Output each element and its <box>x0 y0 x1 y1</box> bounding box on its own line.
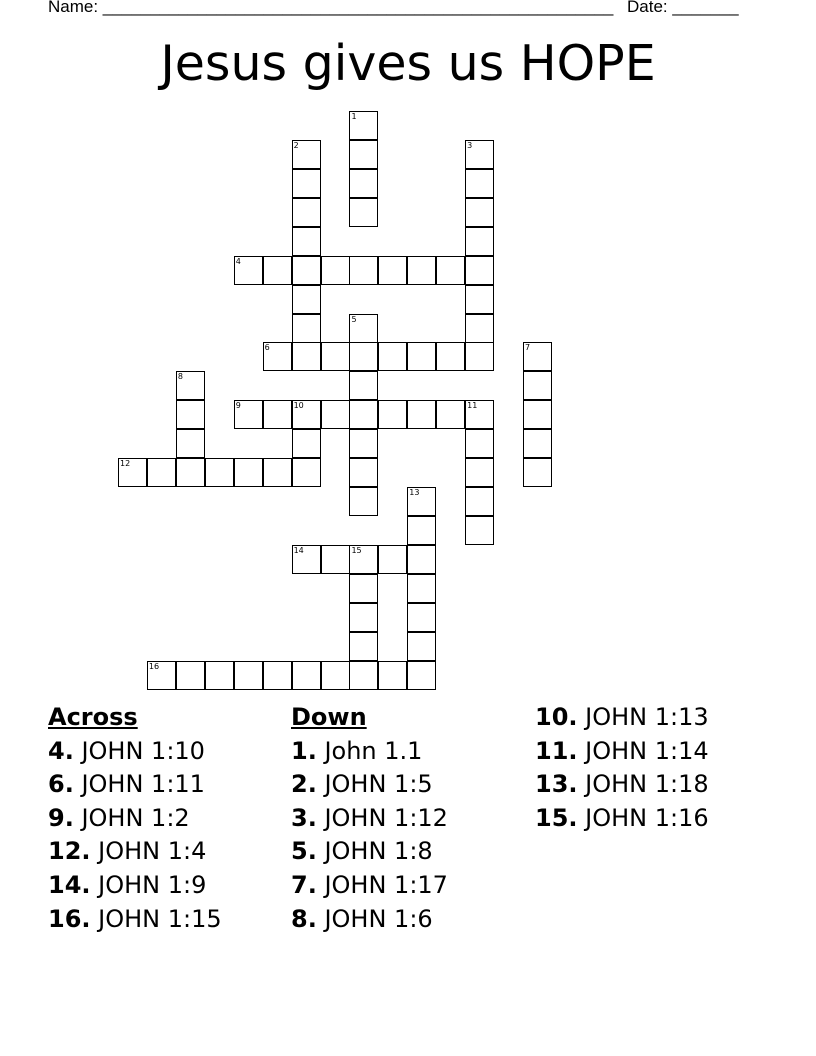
grid-cell[interactable] <box>407 574 436 603</box>
grid-cell[interactable] <box>407 603 436 632</box>
grid-cell[interactable] <box>378 545 407 574</box>
grid-cell[interactable] <box>292 458 321 487</box>
grid-cell[interactable] <box>465 285 494 314</box>
grid-cell[interactable] <box>523 342 552 371</box>
grid-cell[interactable] <box>407 256 436 285</box>
grid-cell[interactable] <box>349 661 378 690</box>
grid-cell[interactable] <box>465 256 494 285</box>
across-clue <box>48 869 222 903</box>
grid-cell[interactable] <box>292 429 321 458</box>
clue-number: 2 <box>293 140 299 150</box>
grid-cell[interactable] <box>465 458 494 487</box>
clue-text: JOHN 1:4 <box>90 837 207 866</box>
clue-number: 15 <box>351 545 362 555</box>
grid-cell[interactable] <box>349 545 378 574</box>
across-clue <box>48 735 222 769</box>
grid-cell[interactable] <box>465 342 494 371</box>
grid-cell[interactable] <box>292 285 321 314</box>
grid-cell[interactable] <box>349 574 378 603</box>
clue-number-label: 9. <box>48 803 74 832</box>
grid-cell[interactable] <box>349 198 378 227</box>
grid-cell[interactable] <box>263 661 292 690</box>
grid-cell[interactable] <box>349 400 378 429</box>
clue-number: 4 <box>235 256 241 266</box>
grid-cell[interactable] <box>465 487 494 516</box>
grid-cell[interactable] <box>523 429 552 458</box>
grid-cell[interactable] <box>349 632 378 661</box>
across-clue <box>48 835 222 869</box>
grid-cell[interactable] <box>321 400 350 429</box>
grid-cell[interactable] <box>349 111 378 140</box>
grid-cell[interactable] <box>349 603 378 632</box>
grid-cell[interactable] <box>407 342 436 371</box>
grid-cell[interactable] <box>205 458 234 487</box>
grid-cell[interactable] <box>321 342 350 371</box>
grid-cell[interactable] <box>349 371 378 400</box>
clue-number-label: 3. <box>291 803 317 832</box>
clue-text: JOHN 1:8 <box>316 837 433 866</box>
grid-cell[interactable] <box>349 429 378 458</box>
clue-number: 3 <box>467 140 473 150</box>
clue-number: 1 <box>351 112 357 121</box>
down-clues-continued <box>535 701 709 835</box>
page-title: Jesus gives us HOPE <box>160 35 656 92</box>
grid-cell[interactable] <box>378 342 407 371</box>
clue-number: 8 <box>177 372 183 382</box>
clue-text: JOHN 1:13 <box>577 703 709 731</box>
clue-number: 11 <box>467 401 478 411</box>
clue-text: John 1.1 <box>316 736 423 765</box>
grid-cell[interactable] <box>523 371 552 400</box>
grid-cell[interactable] <box>349 256 378 285</box>
clue-number: 7 <box>525 343 531 353</box>
grid-cell[interactable] <box>292 198 321 227</box>
clue-number-label: 10. <box>535 703 578 731</box>
grid-cell[interactable] <box>523 458 552 487</box>
grid-cell[interactable] <box>176 458 205 487</box>
down-clue <box>291 869 448 903</box>
down-clue <box>291 768 448 802</box>
grid-cell[interactable] <box>349 314 378 343</box>
name-field[interactable]: Name: ______________________________________________________ <box>48 0 614 16</box>
clue-text: JOHN 1:9 <box>90 870 207 899</box>
grid-cell[interactable] <box>292 227 321 256</box>
down-clue <box>535 701 709 735</box>
grid-cell[interactable] <box>176 371 205 400</box>
grid-cell[interactable] <box>436 342 465 371</box>
clue-number-label: 12. <box>48 837 91 866</box>
grid-cell[interactable] <box>349 458 378 487</box>
down-clues <box>291 701 448 936</box>
down-clue <box>535 768 709 802</box>
down-clue <box>535 735 709 769</box>
grid-cell[interactable] <box>263 400 292 429</box>
clue-text: JOHN 1:15 <box>90 904 222 933</box>
clue-text: JOHN 1:14 <box>577 736 709 765</box>
down-clue <box>291 903 448 937</box>
grid-cell[interactable] <box>465 314 494 343</box>
grid-cell[interactable] <box>292 140 321 169</box>
down-clue <box>535 802 709 836</box>
grid-cell[interactable] <box>292 400 321 429</box>
grid-cell[interactable] <box>407 400 436 429</box>
across-clue <box>48 768 222 802</box>
across-heading: Across <box>48 703 138 731</box>
clue-number-label: 1. <box>291 736 317 765</box>
clue-number: 10 <box>293 401 304 411</box>
clue-text: JOHN 1:6 <box>316 904 433 933</box>
grid-cell[interactable] <box>205 661 234 690</box>
clue-number: 13 <box>409 488 420 498</box>
grid-cell[interactable] <box>118 458 147 487</box>
grid-cell[interactable] <box>436 256 465 285</box>
clue-number-label: 15. <box>535 803 578 832</box>
grid-cell[interactable] <box>234 458 263 487</box>
grid-cell[interactable] <box>349 487 378 516</box>
across-clue <box>48 802 222 836</box>
grid-cell[interactable] <box>349 169 378 198</box>
clue-text: JOHN 1:5 <box>316 770 433 799</box>
clue-number: 5 <box>351 314 357 324</box>
clue-number-label: 2. <box>291 770 317 799</box>
date-field[interactable]: Date: _______ <box>627 0 739 16</box>
grid-cell[interactable] <box>321 256 350 285</box>
grid-cell[interactable] <box>292 661 321 690</box>
grid-cell[interactable] <box>378 400 407 429</box>
clue-number-label: 8. <box>291 904 317 933</box>
clue-number-label: 5. <box>291 837 317 866</box>
grid-cell[interactable] <box>321 661 350 690</box>
clue-number: 12 <box>120 459 131 469</box>
grid-cell[interactable] <box>436 400 465 429</box>
clue-text: JOHN 1:10 <box>73 736 205 765</box>
grid-cell[interactable] <box>378 661 407 690</box>
clue-text: JOHN 1:11 <box>73 770 205 799</box>
grid-cell[interactable] <box>147 661 176 690</box>
grid-cell[interactable] <box>523 400 552 429</box>
grid-cell[interactable] <box>176 400 205 429</box>
clue-text: JOHN 1:17 <box>316 870 448 899</box>
across-clues <box>48 701 222 936</box>
grid-cell[interactable] <box>176 429 205 458</box>
grid-cell[interactable] <box>234 400 263 429</box>
clue-number-label: 16. <box>48 904 91 933</box>
grid-cell[interactable] <box>349 140 378 169</box>
clue-text: JOHN 1:2 <box>73 803 190 832</box>
grid-cell[interactable] <box>292 545 321 574</box>
grid-cell[interactable] <box>292 314 321 343</box>
clue-number-label: 13. <box>535 770 578 799</box>
grid-cell[interactable] <box>176 661 205 690</box>
clue-number: 9 <box>235 401 241 411</box>
clue-text: JOHN 1:12 <box>316 803 448 832</box>
grid-cell[interactable] <box>465 516 494 545</box>
grid-cell[interactable] <box>407 661 436 690</box>
grid-cell[interactable] <box>321 545 350 574</box>
grid-cell[interactable] <box>378 256 407 285</box>
grid-cell[interactable] <box>292 342 321 371</box>
grid-cell[interactable] <box>263 458 292 487</box>
grid-cell[interactable] <box>465 140 494 169</box>
grid-cell[interactable] <box>263 256 292 285</box>
grid-cell[interactable] <box>407 632 436 661</box>
grid-cell[interactable] <box>407 487 436 516</box>
grid-cell[interactable] <box>465 198 494 227</box>
clue-number-label: 6. <box>48 770 74 799</box>
grid-cell[interactable] <box>292 169 321 198</box>
grid-cell[interactable] <box>465 169 494 198</box>
clue-number-label: 7. <box>291 870 317 899</box>
grid-cell[interactable] <box>292 256 321 285</box>
clue-text: JOHN 1:18 <box>577 770 709 799</box>
down-clue <box>291 835 448 869</box>
down-clue <box>291 802 448 836</box>
grid-cell[interactable] <box>234 661 263 690</box>
grid-cell[interactable] <box>465 400 494 429</box>
grid-cell[interactable] <box>465 429 494 458</box>
grid-cell[interactable] <box>263 342 292 371</box>
grid-cell[interactable] <box>407 545 436 574</box>
across-clue <box>48 903 222 937</box>
down-heading: Down <box>291 703 367 731</box>
grid-cell[interactable] <box>147 458 176 487</box>
clue-text: JOHN 1:16 <box>577 803 709 832</box>
down-clue <box>291 735 448 769</box>
clue-number-label: 14. <box>48 870 91 899</box>
grid-cell[interactable] <box>234 256 263 285</box>
grid-cell[interactable] <box>407 516 436 545</box>
grid-cell[interactable] <box>465 227 494 256</box>
clue-number: 16 <box>148 661 160 671</box>
clue-number: 6 <box>264 343 270 353</box>
grid-cell[interactable] <box>349 342 378 371</box>
clue-number: 14 <box>293 545 304 555</box>
clue-number-label: 4. <box>48 736 74 765</box>
clue-number-label: 11. <box>535 736 578 765</box>
